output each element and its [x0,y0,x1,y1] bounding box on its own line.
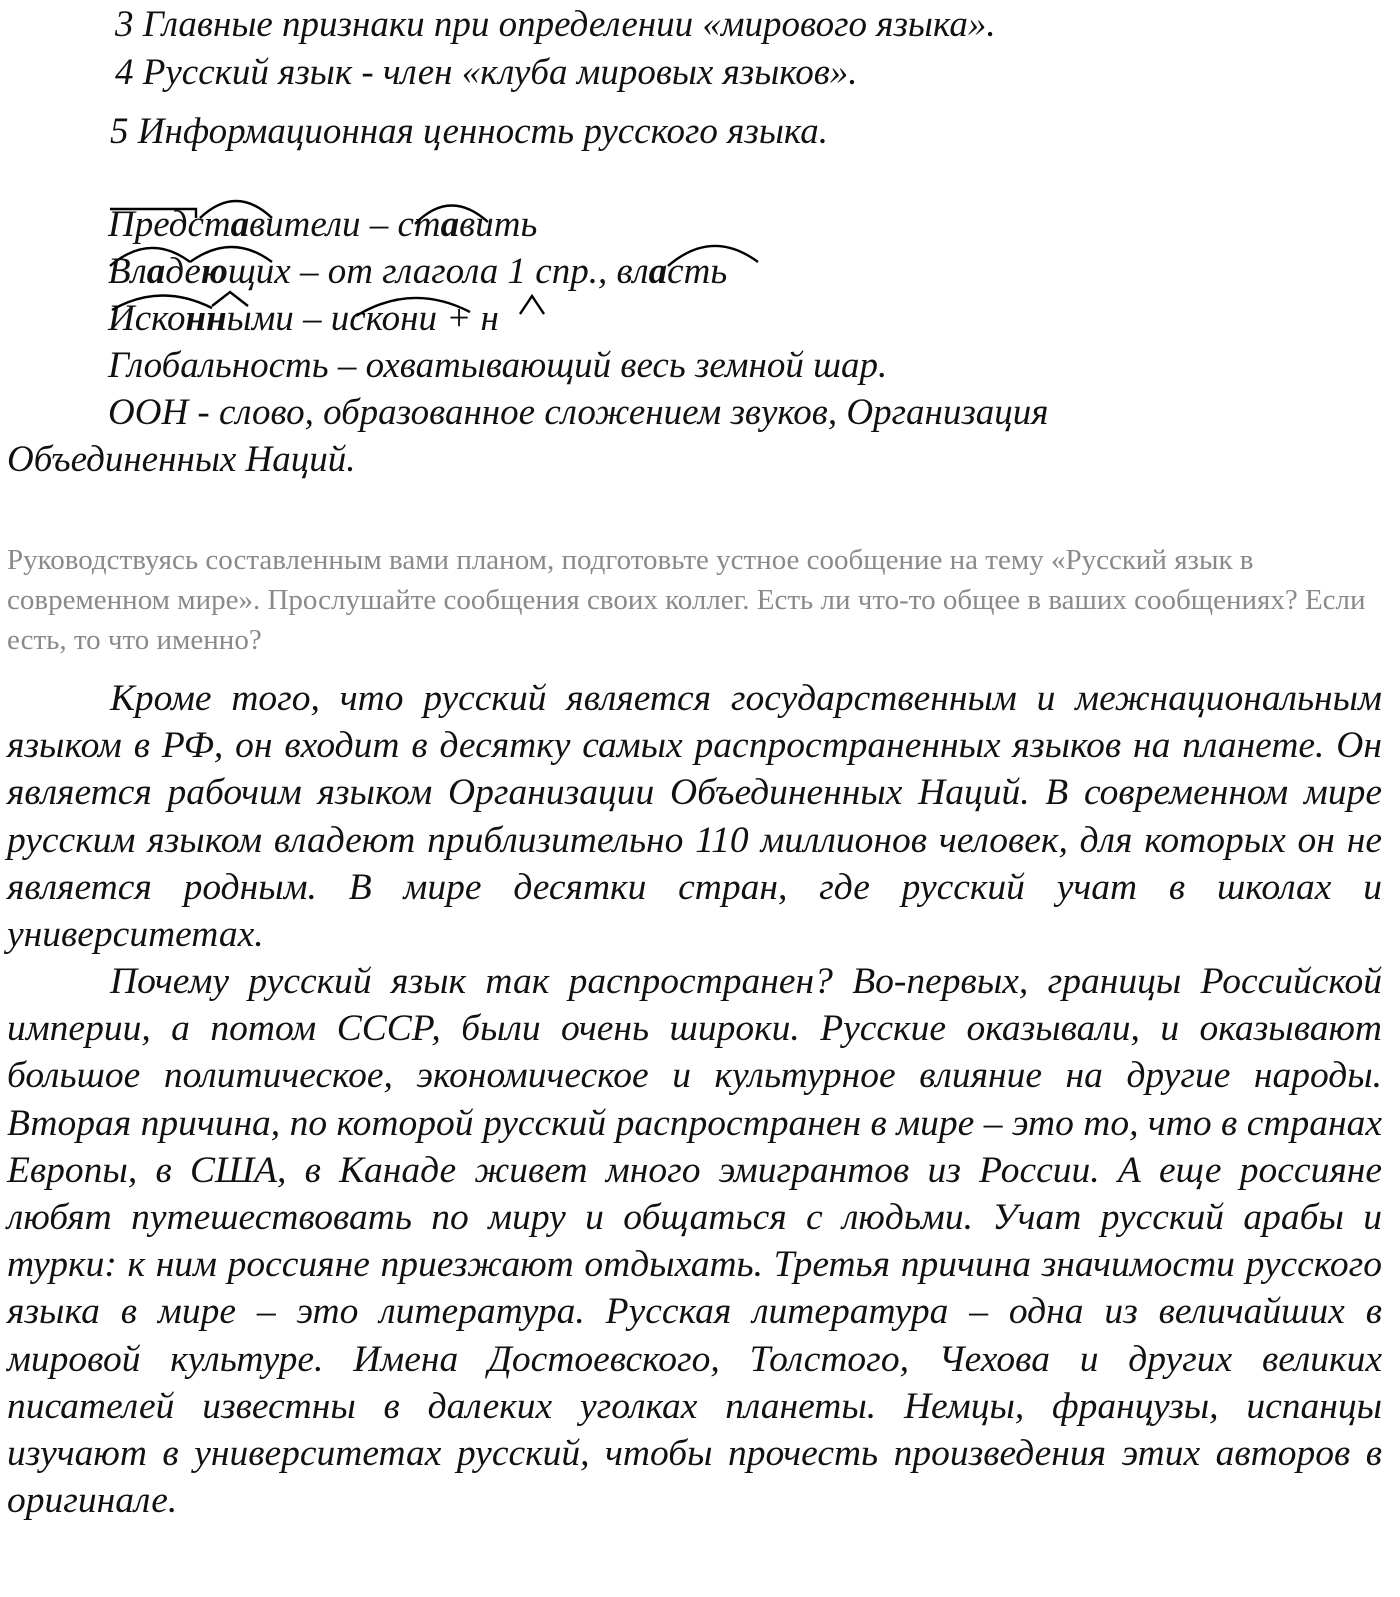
essay-text: Почему русский язык так распространен? Во-первых, границы Российской империи, а потом СССР, были очень широки. Русские оказывали, и оказывают большое политическое, экономическое и культурное влияние на другие народы. Вторая причина, по которой русский распространен в мире – это то, что в странах Европы, в США, в Канаде живет много эмигрантов из России. А еще россияне любят путешествовать по миру и общаться с людьми. Учат русский арабы и турки: к ним россияне приезжают отдыхать. Третья причина значимости русского языка в мире – это литература. Русская литература – одна из величайших в мировой культуре. Имена Достоевского, Толстого, Чехова и других великих писателей известны в далеких уголках планеты. Немцы, французы, испанцы изучают в университетах русский, чтобы прочесть произведения этих авторов в оригинале. [7,961,1382,1522]
root-vowel: а [146,251,166,292]
word-part: Предст [108,204,231,245]
word-part: вить [459,204,538,245]
word-part: вители – ст [249,204,441,245]
root-vowel: а [648,251,668,292]
plan-item-5: 5 Информационная ценность русского языка. [110,111,829,152]
word-analysis-representatives [108,203,537,246]
root-vowel: а [440,204,460,245]
essay-paragraph-2 [7,958,1382,1524]
word-part: Иско [108,298,186,339]
root-vowel: а [230,204,250,245]
essay-text: Кроме того, что русский является государственным и межнациональным языком в РФ, он входит в десятку самых распространенных языков на планете. Он является рабочим языком Организации Объединенных Наций. В современном мире русским языком владеют приблизительно 110 миллионов человек, для которых он не является родным. В мире десятки стран, где русский учат в школах и университетах. [7,678,1382,956]
suffix-caret [520,296,544,314]
task-text: Руководствуясь составленным вами планом, подготовьте устное сообщение на тему «Русский язык в современном мире». Прослушайте сообщения своих коллег. Есть ли что-то общее в ваших сообщениях? Если есть, то что именно? [7,544,1366,656]
double-consonant: нн [185,298,227,339]
word-part: щих – от глагола 1 спр., вл [227,251,649,292]
word-analysis-globality: Глобальность – охватывающий весь земной шар. [108,345,888,386]
word-part: сть [667,251,728,292]
word-analysis-un-cont: Объединенных Наций. [7,439,356,480]
plan-item-3: 3 Главные признаки при определении «мирового языка». [115,4,996,45]
essay-paragraph-1 [7,675,1382,958]
word-analysis-un: ООН - слово, образованное сложением звуков, Организация [108,392,1049,433]
word-part: Вл [108,251,147,292]
word-part: ыми – искони + н [226,298,499,339]
word-part: де [165,251,201,292]
word-analysis-owning [108,250,727,293]
suffix-vowel: ю [200,251,228,292]
plan-item-4: 4 Русский язык - член «клуба мировых языков». [115,52,858,93]
word-analysis-primordial [108,297,499,340]
